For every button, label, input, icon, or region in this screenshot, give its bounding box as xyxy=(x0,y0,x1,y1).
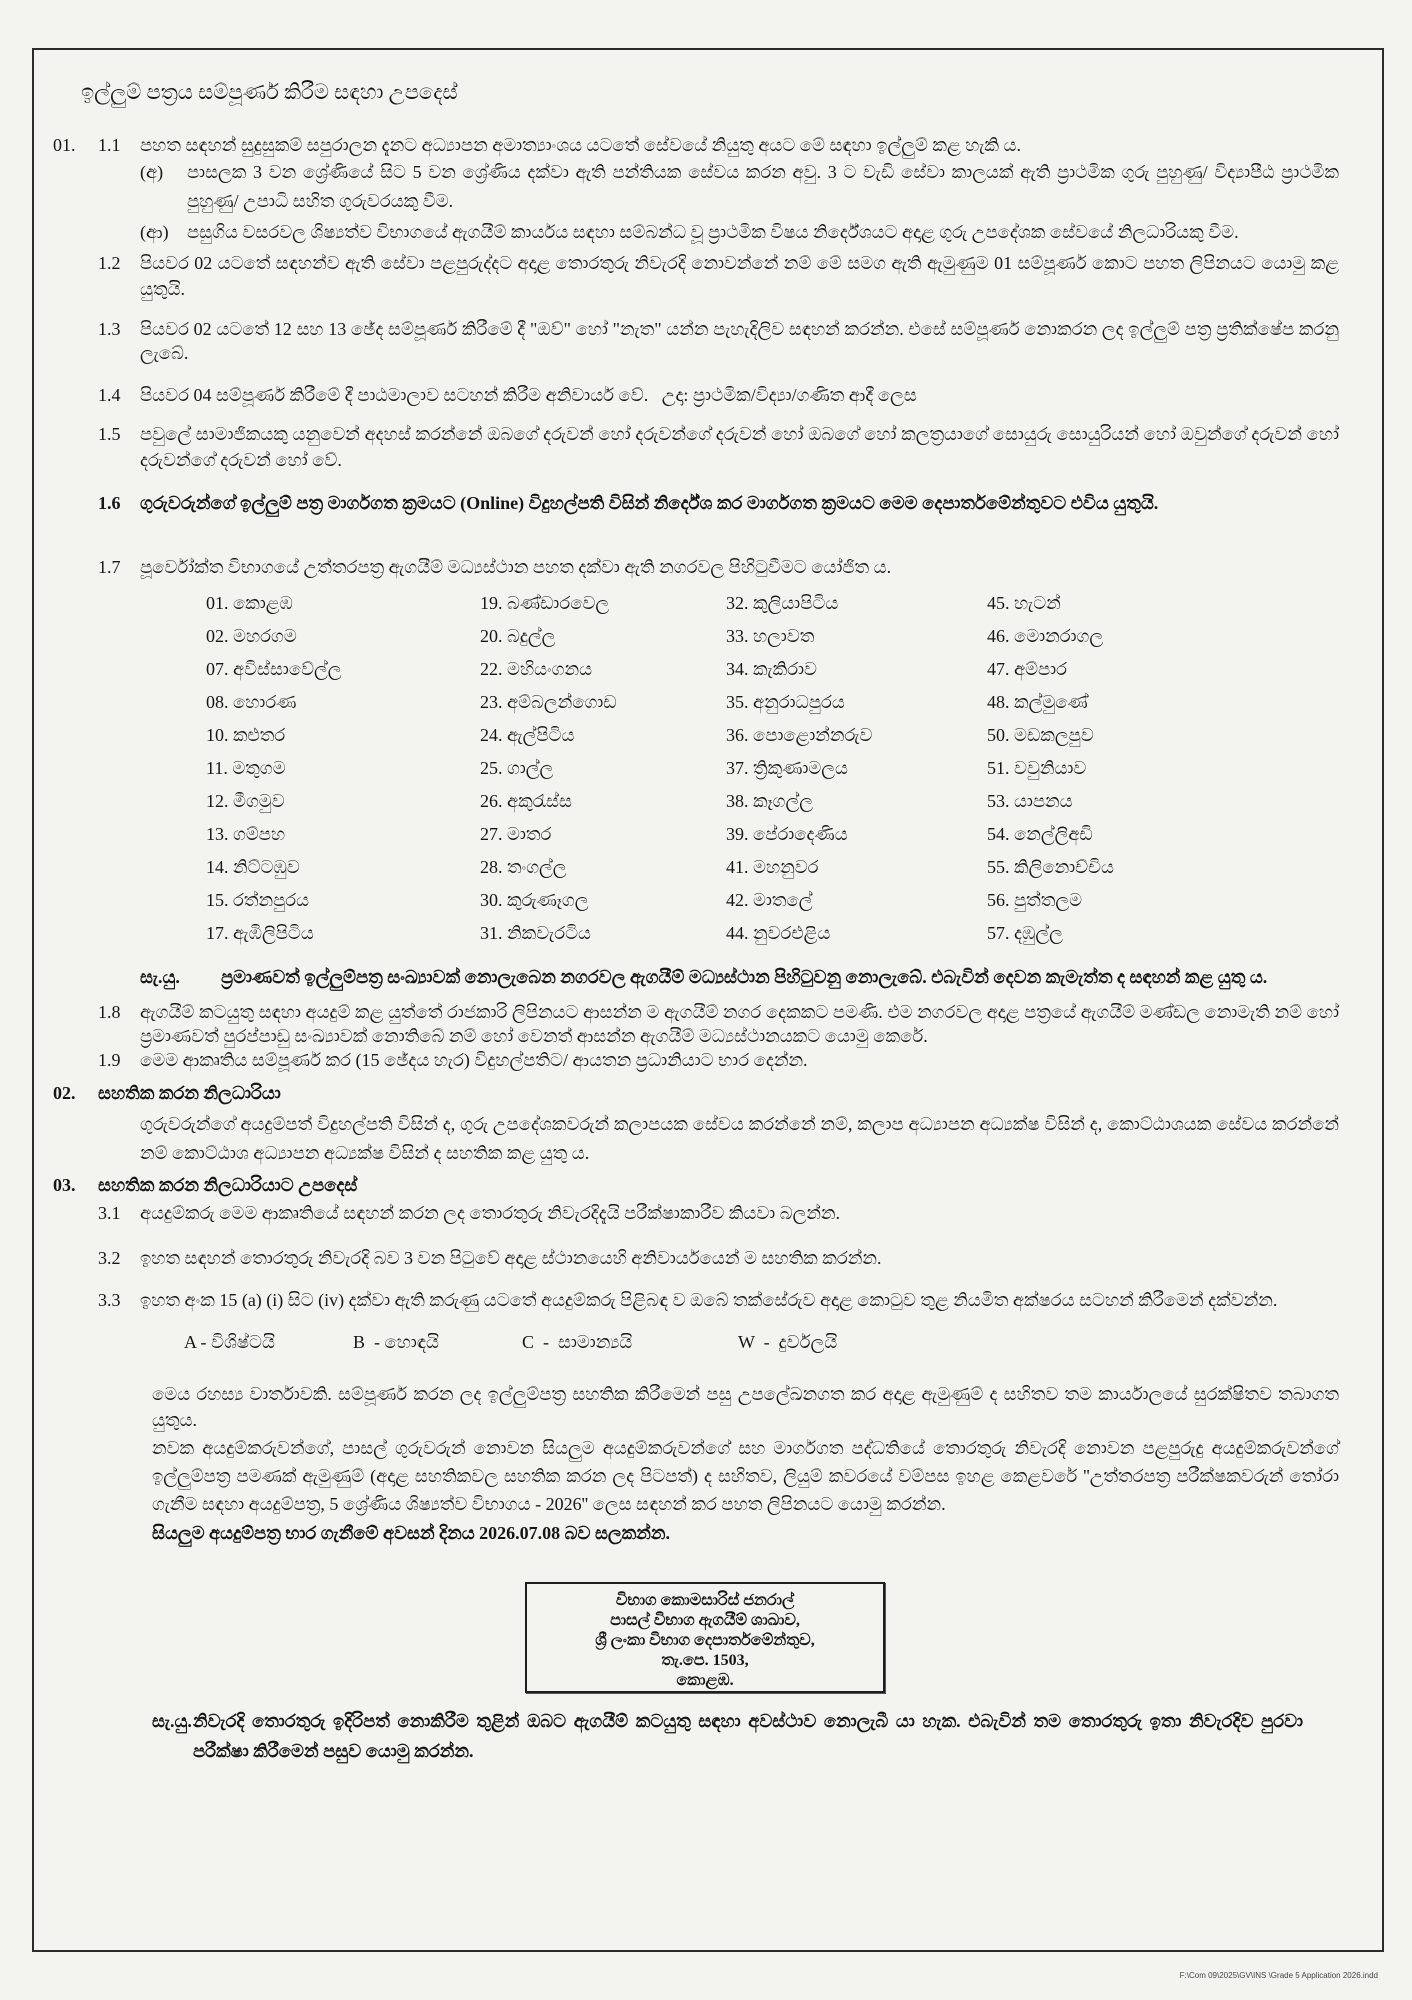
centre-item: 44. නුවරඑළිය xyxy=(726,923,831,943)
item-1-6 xyxy=(53,490,1339,516)
item-1-8 xyxy=(53,1000,1339,1048)
address-line: තැ.පෙ. 1503, xyxy=(661,1652,749,1669)
address-line: කොළඹ. xyxy=(676,1672,734,1689)
submission-paragraph: නවක අයදුම්කරුවන්ගේ, පාසල් ගුරුවරුන් නොවන සියලුම අයදුම්කරුවන්ගේ සහ මාර්ගගත පද්ධතියේ තොරතුරු නිවැරදි නොවන පළපුරුදු අයදුම්කරුවන්ගේ ඉල්ලුම්පත්‍ර පමණක් ඇමුණුම් (අදාළ සහතිකවල සහතික කරන ලද පිටපත්) ද සහිතව, ලියුම් කවරයේ වම්පස ඉහළ කෙළවරේ ''උත්තරපත්‍ර පරීක්ෂකවරුන් තෝරා ගැනීම සඳහා අයදුම්පත්‍ර, 5 ශ්‍රේණිය ශිෂ්‍යත්ව විභාගය - 2026'' ලෙස සඳහන් කර පහත ලිපිනයට යොමු කරන්න. xyxy=(152,1438,1339,1514)
centre-item: 08. හොරණ xyxy=(206,692,297,712)
centre-item: 55. කිලිනොච්චිය xyxy=(987,857,1114,877)
item-number: 1.7 xyxy=(98,557,121,577)
item-text: ඉහත සඳහන් තොරතුරු නිවැරදි බව 3 වන පිටුවේ අදාළ ස්ථානයෙහි අනිවාර්යයෙන් ම සහතික කරන්න. xyxy=(140,1248,882,1268)
centre-item: 46. මොනරාගල xyxy=(987,626,1104,646)
centres-column xyxy=(480,587,726,950)
grade-w: W - දුර්වලයි xyxy=(738,1332,838,1352)
grade-c: C - සාමාන්‍යයි xyxy=(522,1332,633,1352)
item-1-4 xyxy=(53,382,1339,408)
centre-item: 22. මහියංගනය xyxy=(480,659,593,679)
item-text: පියවර 04 සම්පූර්ණ කිරීමේ දී පාඨමාලාව සටහන් කිරීම අනිවාර්ය වේ. උදා: ප්‍රාථමික/විද්‍යා/ගණිත ආදී ලෙස xyxy=(140,385,917,405)
centre-item: 41. මහනුවර xyxy=(726,857,819,877)
centre-item: 39. පේරාදෙණිය xyxy=(726,824,848,844)
item-number: 1.3 xyxy=(98,319,121,339)
item-3-1 xyxy=(53,1200,1339,1226)
address-line: විභාග කොමසාරිස් ජනරාල් xyxy=(615,1592,795,1609)
item-number: 1.2 xyxy=(98,253,121,273)
centre-item: 19. බණ්ඩාරවෙල xyxy=(480,593,610,613)
note-text: ප්‍රමාණවත් ඉල්ලුම්පත්‍ර සංඛ්‍යාවක් නොලැබෙන නගරවල ඇගයීම් මධ්‍යස්ථාන පිහිටුවනු නොලැබේ. එබැවින් දෙවන කැමැත්ත ද සඳහන් කළ යුතු ය. xyxy=(221,967,1268,987)
section-text: ගුරුවරුන්ගේ අයදුම්පත් විදුහල්පති විසින් ද, ගුරු උපදේශකවරුන් කලාපයක සේවය කරන්නේ නම්, කලාප අධ්‍යාපන අධ්‍යක්ෂ විසින් ද, කොට්ඨාශයක සේවය කරන්නේ නම් කොට්ඨාශ අධ්‍යාපන අධ්‍යක්ෂ විසින් ද සහතික කළ යුතු ය. xyxy=(140,1114,1339,1163)
centre-item: 02. මහරගම xyxy=(206,626,297,646)
item-text: ගුරුවරුන්ගේ ඉල්ලුම් පත්‍ර මාර්ගගත ක්‍රමයට (Online) විදුහල්පති විසින් නිර්දේශ කර මාර්ගගත ක්‍රමයට මෙම දෙපාර්තමේන්තුවට එවිය යුතුයි. xyxy=(140,493,1159,513)
section-2-text xyxy=(53,1110,1339,1168)
centre-item: 01. කොළඹ xyxy=(206,593,293,613)
section-2-heading xyxy=(53,1080,1339,1106)
centre-item: 15. රත්නපුරය xyxy=(206,890,310,910)
centre-item: 14. නිට්ටඹුව xyxy=(206,857,300,877)
centre-item: 27. මාතර xyxy=(480,824,552,844)
centre-item: 13. ගම්පහ xyxy=(206,824,286,844)
sub-item-a xyxy=(53,158,1339,216)
centre-item: 50. මඩකලපුව xyxy=(987,725,1094,745)
centre-item: 48. කල්මුණේ xyxy=(987,692,1088,712)
item-number: 1.8 xyxy=(98,1002,121,1022)
centre-item: 54. නෙල්ලිඅඩි xyxy=(987,824,1093,844)
grade-b: B - හොඳයි xyxy=(353,1332,439,1352)
item-number: 1.4 xyxy=(98,385,121,405)
footnote-label: සැ.යු. xyxy=(152,1711,192,1731)
item-1-2 xyxy=(53,250,1339,302)
section-number: 03. xyxy=(53,1175,76,1195)
centres-column xyxy=(987,587,1247,950)
evaluation-centres-list xyxy=(206,587,1339,950)
centre-item: 25. ගාල්ල xyxy=(480,758,554,778)
item-number: 1.6 xyxy=(98,493,121,513)
centre-item: 42. මාතලේ xyxy=(726,890,813,910)
grade-a: A - විශිෂ්ටයි xyxy=(184,1332,275,1352)
item-text: පූර්වෝක්ත විභාගයේ උත්තරපත්‍ර ඇගයීම් මධ්‍යස්ථාන පහත දක්වා ඇති නගරවල පිහිටුවීමට යෝජිත ය. xyxy=(140,557,892,577)
centre-item: 56. පුත්තලම xyxy=(987,890,1083,910)
centres-note xyxy=(53,961,1339,994)
address-line: පාසල් විභාග ඇගයීම් ශාඛාව, xyxy=(610,1612,800,1629)
sub-item-text: පසුගිය වසරවල ශිෂ්‍යත්ව විභාගයේ ඇගයීම් කාර්යය සඳහා සම්බන්ධ වූ ප්‍රාථමික විෂය නිර්දේශයට අදාළ ගුරු උපදේශක සේවයේ නිලධාරියකු වීම. xyxy=(187,222,1239,242)
centre-item: 32. කුලියාපිටිය xyxy=(726,593,839,613)
sub-item-label: (අ) xyxy=(140,162,164,182)
centre-item: 47. අම්පාර xyxy=(987,659,1068,679)
centre-item: 34. කැකිරාව xyxy=(726,659,817,679)
centre-item: 23. අම්බලන්ගොඩ xyxy=(480,692,617,712)
footnote xyxy=(152,1706,1303,1766)
item-number: 1.5 xyxy=(98,424,121,444)
item-text: ඉහත අංක 15 (a) (i) සිට (iv) දක්වා ඇති කරුණු යටතේ අයදුම්කරු පිළිබඳ ව ඔබේ තක්සේරුව අදාළ කොටුව තුළ නියමිත අක්ෂරය සටහන් කිරීමෙන් දක්වන්න. xyxy=(140,1290,1278,1310)
item-text: පියවර 02 යටතේ සඳහන්ව ඇති සේවා පළපුරුද්දට අදාළ තොරතුරු නිවැරදි නොවන්නේ නම් මේ සමග ඇති ඇමුණුම 01 සම්පූර්ණ කොට පහත ලිපිනයට යොමු කළ යුතුයි. xyxy=(140,253,1339,299)
item-text: ඇගයීම් කටයුතු සඳහා අයදුම් කළ යුත්තේ රාජකාරි ලිපිනයට ආසන්න ම ඇගයීම් නගර දෙකකට පමණි. එම නගරවල අදාළ පත්‍රයේ ඇගයීම් මණ්ඩල නොමැති නම් හෝ ප්‍රමාණවත් පුරප්පාඩු සංඛ්‍යාවක් නොතිබේ නම් හෝ වෙනත් ආසන්න ඇගයීම් මධ්‍යස්ථානයකට යොමු කෙරේ. xyxy=(140,1002,1339,1046)
section-number: 02. xyxy=(53,1083,76,1103)
item-1-3 xyxy=(53,317,1339,365)
item-number: 3.1 xyxy=(98,1203,121,1223)
section-heading: සහතික කරන නිලධාරියා xyxy=(98,1083,281,1103)
item-text: පියවර 02 යටතේ 12 සහ 13 ඡේද සම්පූර්ණ කිරීමේ දී "ඔව්" හෝ "නැත" යන්න පැහැදිලිව සඳහන් කරන්න. එසේ සම්පූර්ණ නොකරන ලද ඉල්ලුම් පත්‍ර ප්‍රතික්ෂේප කරනු ලැබේ. xyxy=(140,319,1339,363)
item-number: 3.3 xyxy=(98,1290,121,1310)
centres-column xyxy=(206,587,480,950)
postal-address-box xyxy=(525,1582,885,1693)
file-path-footer: F:\Com 09\2025\GV\INS \Grade 5 Application 2026.indd xyxy=(1179,1971,1378,1980)
grade-legend xyxy=(53,1329,1339,1355)
item-number: 1.9 xyxy=(98,1050,121,1070)
sub-item-aa xyxy=(53,218,1339,246)
page-title: ඉල්ලුම් පත්‍රය සම්පූර්ණ කිරීම සඳහා උපදෙස් xyxy=(81,80,458,104)
centre-item: 37. ත්‍රිකුණාමලය xyxy=(726,758,848,778)
centre-item: 31. නිකවැරටිය xyxy=(480,923,591,943)
centre-item: 07. අවිස්සාවේල්ල xyxy=(206,659,342,679)
item-3-2 xyxy=(53,1245,1339,1271)
instructions-frame xyxy=(32,48,1384,1952)
centres-column xyxy=(726,587,987,950)
centre-item: 20. බදුල්ල xyxy=(480,626,556,646)
item-1-9 xyxy=(53,1048,1339,1073)
item-text: පහත සඳහන් සුදුසුකම් සපුරාලන දැනට අධ්‍යාපන අමාත්‍යාංශය යටතේ සේවයේ නියුතු අයට මේ සඳහා ඉල්ලුම් කළ හැකි ය. xyxy=(140,135,1021,155)
centre-item: 53. යාපනය xyxy=(987,791,1073,811)
centre-item: 33. හලාවත xyxy=(726,626,815,646)
centre-item: 28. තංගල්ල xyxy=(480,857,567,877)
centre-item: 17. ඇඹිලිපිටිය xyxy=(206,923,314,943)
centre-item: 24. ඇල්පිටිය xyxy=(480,725,575,745)
sub-item-label: (ආ) xyxy=(140,222,169,242)
item-text: මෙම ආකෘතිය සම්පූර්ණ කර (15 ඡේදය හැර) විදුහල්පතිට/ ආයතන ප්‍රධානියාට භාර දෙන්න. xyxy=(140,1050,808,1070)
section-number: 01. xyxy=(53,135,76,155)
sub-item-text: පාසලක 3 වන ශ්‍රේණියේ සිට 5 වන ශ්‍රේණිය දක්වා ඇති පන්තියක සේවය කරන අවු. 3 ට වැඩි සේවා කාලයක් ඇති ප්‍රාථමික ගුරු පුහුණු/ විද්‍යාපීඨ ප්‍රාථමික පුහුණු/ උපාධි සහිත ගුරුවරයකු වීම. xyxy=(187,162,1339,211)
centre-item: 38. කෑගල්ල xyxy=(726,791,813,811)
item-1-5 xyxy=(53,421,1339,473)
section-3-heading xyxy=(53,1172,1339,1198)
item-text: අයදුම්කරු මෙම ආකෘතියේ සඳහන් කරන ලද තොරතුරු නිවැරදිදැයි පරීක්ෂාකාරීව කියවා බලන්න. xyxy=(140,1203,841,1223)
centre-item: 36. පොළොන්නරුව xyxy=(726,725,873,745)
centre-item: 51. වවුනියාව xyxy=(987,758,1087,778)
centre-item: 12. මීගමුව xyxy=(206,791,285,811)
item-number: 3.2 xyxy=(98,1248,121,1268)
centre-item: 26. අකුරැස්ස xyxy=(480,791,572,811)
centre-item: 45. හැටන් xyxy=(987,593,1061,613)
centre-item: 57. දඹුල්ල xyxy=(987,923,1063,943)
centre-item: 11. මතුගම xyxy=(206,758,286,778)
centre-item: 10. කළුතර xyxy=(206,725,286,745)
deadline-notice: සියලුම අයදුම්පත්‍ර භාර ගැනීමේ අවසන් දිනය 2026.07.08 බව සලකන්න. xyxy=(152,1523,670,1543)
item-number: 1.1 xyxy=(98,135,121,155)
item-text: පවුලේ සාමාජිකයකු යනුවෙන් අදහස් කරන්නේ ඔබගේ දරුවන් හෝ දරුවන්ගේ දරුවන් හෝ ඔබගේ හෝ කලත්‍රයාගේ සොයුරු සොයුරියන් හෝ ඔවුන්ගේ දරුවන් හෝ දරුවන්ගේ දරුවන් හෝ වේ. xyxy=(140,424,1339,470)
item-1-7 xyxy=(53,554,1339,580)
centre-item: 35. අනුරාධපුරය xyxy=(726,692,845,712)
address-line: ශ්‍රී ලංකා විභාග දෙපාර්තමේන්තුව, xyxy=(595,1632,815,1649)
item-1-1 xyxy=(53,132,1339,158)
centre-item: 30. කුරුණෑගල xyxy=(480,890,589,910)
note-label: සැ.යු. xyxy=(140,967,180,987)
confidential-paragraph: මෙය රහස්‍ය වාර්තාවකි. සම්පූර්ණ කරන ලද ඉල්ලුම්පත්‍ර සහතික කිරීමෙන් පසු උපලේඛනගත කර අදාළ ඇමුණුම් ද සහිතව තම කාර්යාලයේ සුරක්ෂිතව තබාගත යුතුය. xyxy=(152,1384,1339,1430)
footnote-text: නිවැරදි තොරතුරු ඉදිරිපත් නොකිරීම තුළින් ඔබට ඇගයීම් කටයුතු සඳහා අවස්ථාව නොලැබී යා හැක. එබැවින් තම තොරතුරු ඉතා නිවැරදිව පුරවා පරීක්ෂා කිරීමෙන් පසුව යොමු කරන්න. xyxy=(193,1711,1303,1761)
section-heading: සහතික කරන නිලධාරියාට උපදෙස් xyxy=(98,1175,358,1195)
item-3-3 xyxy=(53,1284,1339,1317)
